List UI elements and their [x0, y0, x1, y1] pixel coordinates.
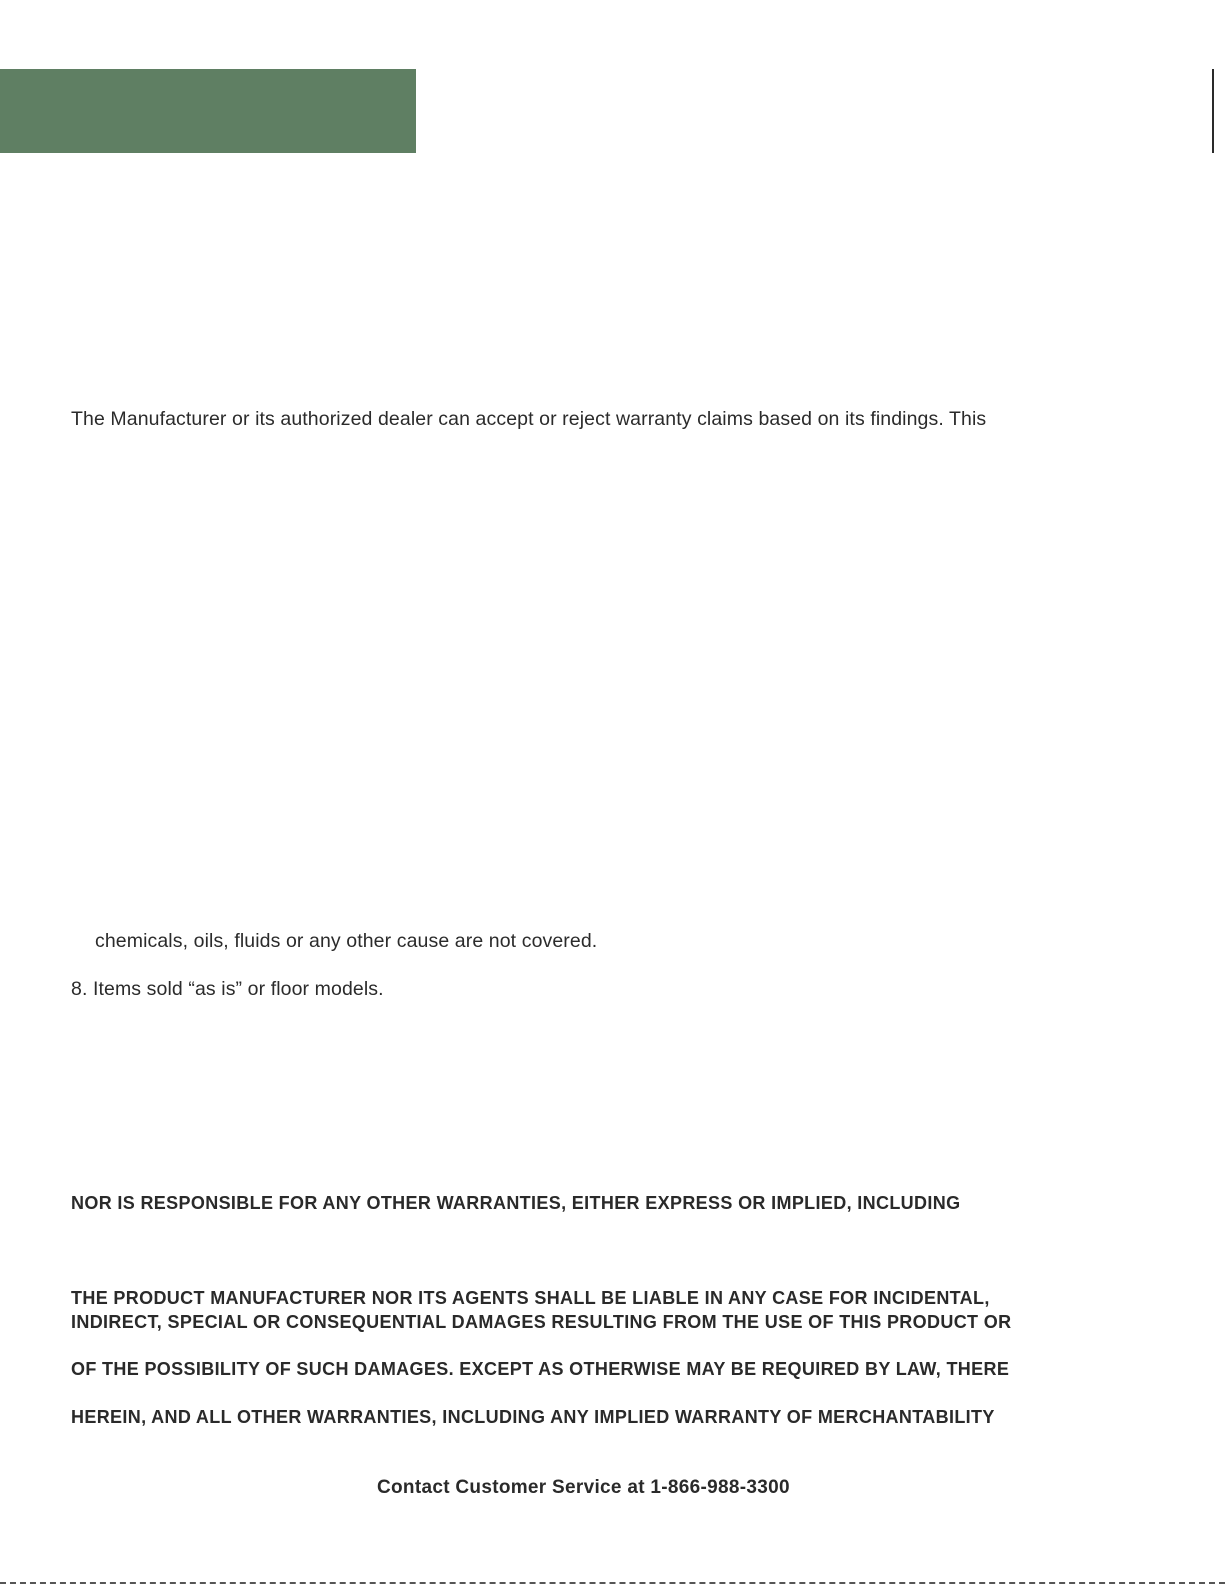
bottom-rule	[0, 1582, 1225, 1584]
list-item-8: 8. Items sold “as is” or floor models.	[71, 978, 384, 1000]
disclaimer-line-4: OF THE POSSIBILITY OF SUCH DAMAGES. EXCEPT AS OTHERWISE MAY BE REQUIRED BY LAW, THERE	[71, 1359, 1010, 1379]
edge-rule	[1212, 69, 1214, 153]
disclaimer-line-3: INDIRECT, SPECIAL OR CONSEQUENTIAL DAMAGES RESULTING FROM THE USE OF THIS PRODUCT OR	[71, 1312, 1012, 1332]
contact-customer-service: Contact Customer Service at 1-866-988-3300	[377, 1477, 790, 1498]
disclaimer-line-1: NOR IS RESPONSIBLE FOR ANY OTHER WARRANTIES, EITHER EXPRESS OR IMPLIED, INCLUDING	[71, 1193, 961, 1213]
chemicals-line: chemicals, oils, fluids or any other cause are not covered.	[95, 930, 598, 952]
disclaimer-line-2: THE PRODUCT MANUFACTURER NOR ITS AGENTS SHALL BE LIABLE IN ANY CASE FOR INCIDENTAL,	[71, 1288, 990, 1308]
header-band	[0, 69, 416, 153]
warranty-claims-line: The Manufacturer or its authorized dealer can accept or reject warranty claims based on its findings. This	[71, 408, 987, 430]
disclaimer-line-5: HEREIN, AND ALL OTHER WARRANTIES, INCLUDING ANY IMPLIED WARRANTY OF MERCHANTABILITY	[71, 1407, 995, 1427]
